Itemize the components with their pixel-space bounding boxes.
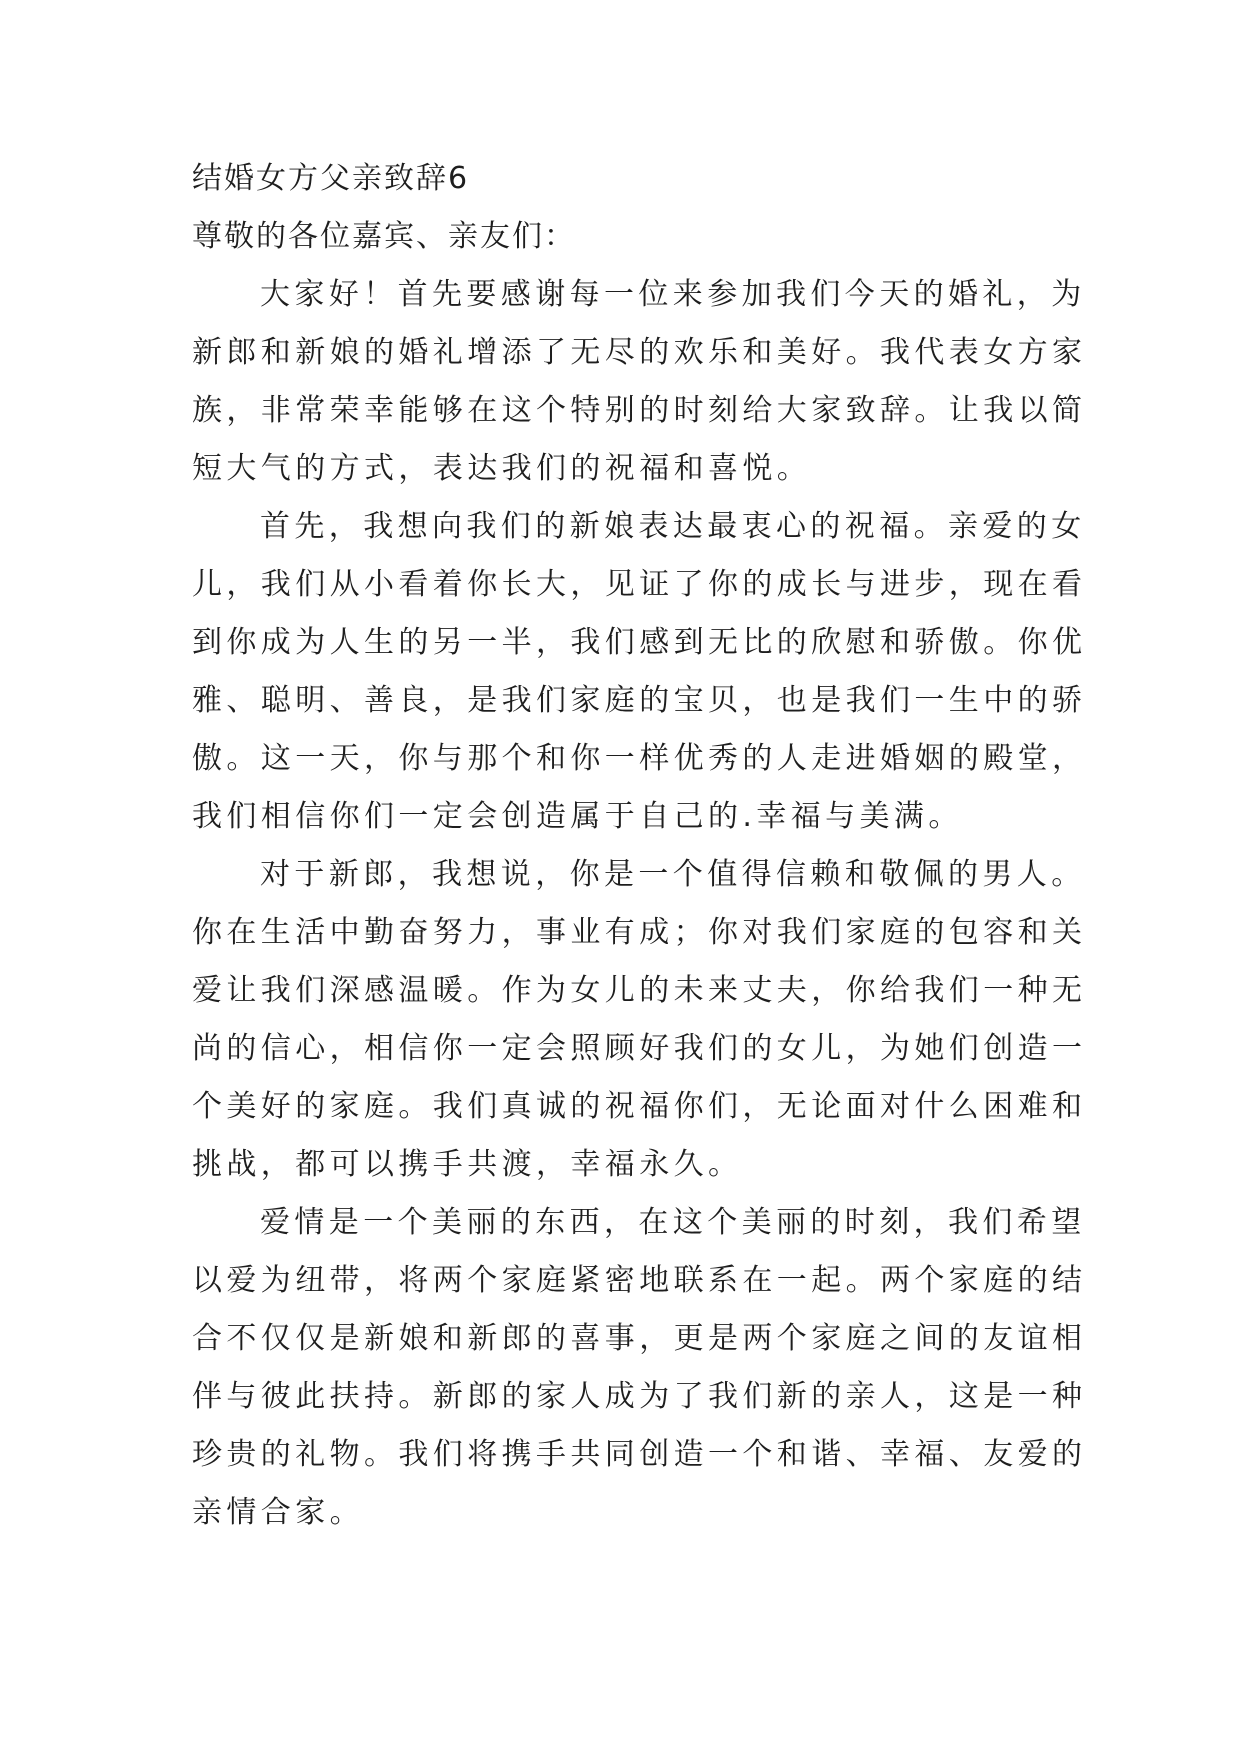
- text-line: 我们相信你们一定会创造属于自己的.幸福与美满。: [192, 799, 963, 834]
- text-line: 儿，我们从小看着你长大，见证了你的成长与进步，现在看: [192, 567, 1087, 602]
- text-line: 爱情是一个美丽的东西，在这个美丽的时刻，我们希望: [260, 1205, 1086, 1240]
- text-line: 珍贵的礼物。我们将携手共同创造一个和谐、幸福、友爱的: [192, 1437, 1087, 1472]
- document-title: 结婚女方父亲致辞6: [192, 161, 470, 196]
- text-line: 短大气的方式，表达我们的祝福和喜悦。: [192, 451, 812, 486]
- text-line: 新郎和新娘的婚礼增添了无尽的欢乐和美好。我代表女方家: [192, 335, 1087, 370]
- text-line: 族，非常荣幸能够在这个特别的时刻给大家致辞。让我以简: [192, 393, 1087, 428]
- paragraph-3: [192, 846, 1087, 1194]
- text-line: 尚的信心，相信你一定会照顾好我们的女儿，为她们创造一: [192, 1031, 1087, 1066]
- paragraph-4: [192, 1194, 1087, 1542]
- text-line: 大家好！首先要感谢每一位来参加我们今天的婚礼，为: [260, 277, 1086, 312]
- text-line: 挑战，都可以携手共渡，幸福永久。: [192, 1147, 743, 1182]
- text-line: 合不仅仅是新娘和新郎的喜事，更是两个家庭之间的友谊相: [192, 1321, 1087, 1356]
- text-line: 首先，我想向我们的新娘表达最衷心的祝福。亲爱的女: [260, 509, 1086, 544]
- text-line: 你在生活中勤奋努力，事业有成；你对我们家庭的包容和关: [192, 915, 1087, 950]
- document-body: [192, 150, 1087, 1542]
- text-line: 傲。这一天，你与那个和你一样优秀的人走进婚姻的殿堂，: [192, 741, 1087, 776]
- text-line: 爱让我们深感温暖。作为女儿的未来丈夫，你给我们一种无: [192, 973, 1087, 1008]
- text-line: 对于新郎，我想说，你是一个值得信赖和敬佩的男人。: [260, 857, 1086, 892]
- speech-text: [192, 266, 1087, 1542]
- text-line: 雅、聪明、善良，是我们家庭的宝贝，也是我们一生中的骄: [192, 683, 1087, 718]
- text-line: 亲情合家。: [192, 1495, 364, 1530]
- text-line: 以爱为纽带，将两个家庭紧密地联系在一起。两个家庭的结: [192, 1263, 1087, 1298]
- salutation: 尊敬的各位嘉宾、亲友们：: [192, 219, 576, 254]
- text-line: 伴与彼此扶持。新郎的家人成为了我们新的亲人，这是一种: [192, 1379, 1087, 1414]
- text-line: 到你成为人生的另一半，我们感到无比的欣慰和骄傲。你优: [192, 625, 1087, 660]
- paragraph-1: [192, 266, 1087, 498]
- text-line: 个美好的家庭。我们真诚的祝福你们，无论面对什么困难和: [192, 1089, 1087, 1124]
- paragraph-2: [192, 498, 1087, 846]
